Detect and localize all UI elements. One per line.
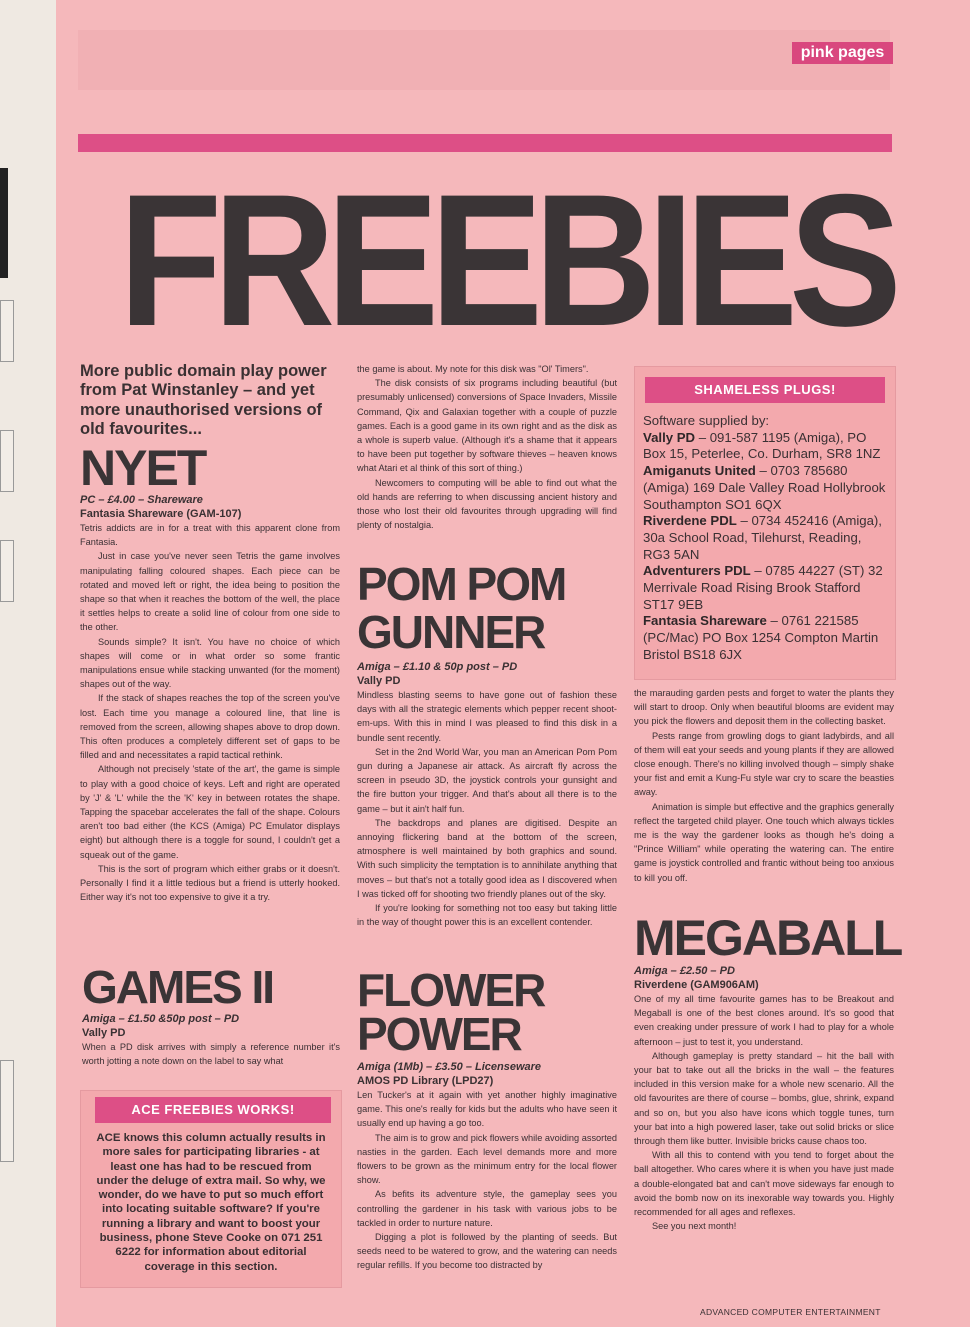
- megaball-headline: MEGABALL: [634, 910, 902, 966]
- paragraph: When a PD disk arrives with simply a reference number it's worth jotting a note down on the label to say what: [82, 1042, 340, 1067]
- paragraph: Although not precisely 'state of the art', the game is simple to play with a good choice of keys. Left and right are operated by 'J' & 'L' while the the 'K' key in between rotates the shape. Tapping the spacebar accelerates the fall of the shape. Colours aren't too bad either (the KCS (Amiga) PC Emulator displays eight) but although there is a toggle for sound, I couldn't get a squeak out of the game.: [80, 764, 340, 860]
- plug-entry: [643, 463, 889, 513]
- nyet-headline: NYET: [80, 440, 206, 496]
- paragraph: Although gameplay is pretty standard – hit the ball with your bat to take out all the bricks in the wall – the features included in this version make for a whole new scenario. All the old favourites are there of course – bombs, glue, shrink, expand and so on, but you also have icons which toggle tunes, turn your bat into a high powered laser, take out solid bricks or slice through them like butter. Invisible bricks cause chaos too.: [634, 1050, 894, 1147]
- faded-header-strip: [78, 30, 890, 90]
- paragraph: The backdrops and planes are digitised. Despite an annoying flickering band at the bottom of the screen, atmosphere is well maintained by both graphics and sound. With such simplicity the temptation is to annihilate anything that moves – but that's not a totally good idea as I discovered when I was ticked off for shooting two friendly planes out of the sky.: [357, 817, 617, 899]
- paragraph: Newcomers to computing will be able to find out what the old hands are referring to when discussing ancient history and those who lost their old favourites through upgrading will find plenty of nostalgia.: [357, 477, 617, 531]
- paragraph: If you're looking for something not too easy but taking little in the way of thought power this is an excellent contender.: [357, 903, 617, 928]
- shameless-plugs-box: [634, 366, 896, 680]
- paragraph: Pests range from growling dogs to giant ladybirds, and all of them will eat your seeds and young plants if they are allowed close enough. There's no killing involved though – simply shake your fist and emit a Kung-Fu style war cry to scare the beasties away.: [634, 730, 894, 798]
- paragraph: Mindless blasting seems to have gone out of fashion these days with all the strategic elements which pepper recent shoot-em-ups. With this in mind I was pleased to find this disk in a bundle sent recently.: [357, 690, 617, 743]
- plug-entry: [643, 430, 889, 463]
- adjacent-page-edge: [0, 0, 58, 1327]
- plug-name: Adventurers PDL: [643, 563, 751, 579]
- adjacent-page-box: [0, 1060, 14, 1162]
- games2-article: [82, 962, 340, 1068]
- flower-continued: [634, 686, 894, 885]
- megaball-article: [634, 910, 902, 1233]
- plug-details: – 091-587 1195 (Amiga), PO Box 15, Peterlee, Co. Durham, SR8 1NZ: [643, 429, 881, 462]
- megaball-meta: Amiga – £2.50 – PD: [634, 965, 735, 977]
- paragraph: This is the sort of program which either grabs or it doesn't. Personally I find it a little tedious but a friend is utterly hooked. Either way it's not too expensive to give it a try.: [80, 863, 340, 903]
- plug-details: – 0703 785680 (Amiga) 169 Dale Valley Road Hollybrook Southampton SO1 6QX: [643, 463, 886, 512]
- plug-entry: [643, 613, 889, 663]
- paragraph: See you next month!: [652, 1221, 737, 1232]
- paragraph: Just in case you've never seen Tetris the game involves manipulating falling coloured shapes. Each piece can be rotated and moved left or right, the idea being to position the shape so that when it reaches the bottom of the well, the place it settles helps to create a solid line of colour from one side to the other.: [80, 551, 340, 633]
- plug-entry: [643, 513, 889, 563]
- ace-box-title: ACE FREEBIES WORKS!: [95, 1097, 331, 1123]
- paragraph: With all this to contend with you tend to forget about the ball altogether. Who cares where it is when you have just made a double-elongated bat and can't move sideways far enough to avoid the bomb now on its inexorable way towards you. Highly recommended for all ages and reflexes.: [634, 1150, 894, 1218]
- nyet-article: [80, 440, 340, 904]
- plug-name: Vally PD: [643, 429, 696, 445]
- plugs-list: [643, 413, 889, 664]
- pompom-source: Vally PD: [357, 675, 401, 687]
- flower-source: AMOS PD Library (LPD27): [357, 1075, 494, 1087]
- paragraph: The disk consists of six programs including beautiful (but presumably unlicensed) conversions of Space Invaders, Missile Command, Qix and Galaxian together with a couple of puzzle games. Each is a good game in its own right and as the disk as a whole is superb value. (Although it's a shame that it appears to have been put together by software thieves – heaven knows what Atari et al think of this sort of thing.): [357, 378, 617, 474]
- megaball-source: Riverdene (GAM906AM): [634, 979, 759, 991]
- page-title: FREEBIES: [118, 155, 893, 365]
- pompom-article: [357, 560, 617, 929]
- plug-entry: [643, 563, 889, 613]
- adjacent-page-bar: [0, 168, 8, 278]
- flower-headline-1: FLOWER: [357, 964, 545, 1016]
- plug-details: – 0734 452416 (Amiga), 30a School Road, Tilehurst, Reading, RG3 5AN: [643, 513, 882, 562]
- paragraph: As befits its adventure style, the gameplay sees you controlling the gardener in his task with various jobs to be tackled in order to nurture nature.: [357, 1189, 617, 1228]
- plug-details: – 0785 44227 (ST) 32 Merrivale Road Rising Brook Stafford ST17 9EB: [643, 563, 883, 612]
- pompom-headline-1: POM POM: [357, 558, 566, 610]
- flower-headline-2: POWER: [357, 1008, 521, 1060]
- plugs-box-title: SHAMELESS PLUGS!: [645, 377, 885, 403]
- footer-publication: ADVANCED COMPUTER ENTERTAINMENT: [700, 1307, 881, 1317]
- plug-name: Amiganuts United: [643, 463, 756, 479]
- plug-name: Fantasia Shareware: [643, 613, 767, 629]
- games2-continued: [357, 362, 617, 532]
- games2-headline: GAMES II: [82, 961, 274, 1013]
- plug-details: – 0761 221585 (PC/Mac) PO Box 1254 Compton Martin Bristol BS18 6JX: [643, 613, 879, 662]
- pompom-meta: Amiga – £1.10 & 50p post – PD: [357, 661, 518, 673]
- games2-source: Vally PD: [82, 1027, 126, 1039]
- paragraph: Sounds simple? It isn't. You have no choice of which shapes will come or in what order so some frantic manipulations ensue while stacking unwanted (for the moment) shapes out of the way.: [80, 636, 340, 690]
- paragraph: Digging a plot is followed by the planting of seeds. But seeds need to be watered to grow, and the watering can needs regular refills. If you become too distracted by: [357, 1232, 617, 1271]
- paragraph: Tetris addicts are in for a treat with this apparent clone from Fantasia.: [80, 523, 340, 548]
- ace-freebies-box: [80, 1090, 342, 1288]
- nyet-source: Fantasia Shareware (GAM-107): [80, 508, 242, 520]
- paragraph: Set in the 2nd World War, you man an American Pom Pom gun during a Japanese air attack. As aircraft fly across the screen in pseudo 3D, the joystick controls your gunsight and the fire button your trigger. And that's about all there is to the game – but it ain't half fun.: [357, 746, 617, 814]
- plugs-intro: Software supplied by:: [643, 413, 770, 428]
- nyet-meta: PC – £4.00 – Shareware: [80, 494, 203, 506]
- paragraph: Animation is simple but effective and the graphics generally reflect the targeted child player. One touch which always tickles me is the way the gardener looks as though he's doing a "Prince William" while operating the watering can. The entire game is joystick controlled and frantic without being too anxious to kill you off.: [634, 801, 894, 883]
- title-rule: [78, 134, 892, 152]
- pompom-headline-2: GUNNER: [357, 606, 545, 658]
- paragraph: If the stack of shapes reaches the top of the screen you've lost. Each time you manage a coloured line, that line is removed from the screen, allowing shapes above to drop down. This often produces a completely different set of gaps to be filled and and necessitates a rapid tactical rethink.: [80, 693, 340, 761]
- paragraph: the game is about. My note for this disk was "Ol' Timers".: [357, 364, 589, 374]
- paragraph: One of my all time favourite games has to be Breakout and Megaball is one of the best clones around. It's so good that even creaking under pressure of work I had to play for a whole afternoon – just to test it, you understand.: [634, 994, 894, 1047]
- adjacent-page-box: [0, 430, 14, 492]
- plug-name: Riverdene PDL: [643, 513, 737, 529]
- flower-meta: Amiga (1Mb) – £3.50 – Licenseware: [357, 1061, 542, 1073]
- games2-meta: Amiga – £1.50 &50p post – PD: [82, 1013, 240, 1025]
- paragraph: the marauding garden pests and forget to water the plants they will start to droop. Only when beautiful blooms are evident may you pick the flowers and deposit them in the collecting basket.: [634, 688, 894, 727]
- intro-standfirst: More public domain play power from Pat Winstanley – and yet more unauthorised versions of old favourites...: [80, 362, 327, 439]
- adjacent-page-box: [0, 300, 14, 362]
- paragraph: The aim is to grow and pick flowers while avoiding assorted nasties in the garden. Each level demands more and more flowers to be grown as the minimum entry for the local flower show.: [357, 1132, 617, 1186]
- flower-article: [357, 964, 617, 1273]
- ace-box-text: ACE knows this column actually results in more sales for participating libraries - at least one has had to be rescued from under the deluge of extra mail. So why, we wonder, do we have to put so much effort into locating suitable software? If you're running a library and want to boost your business, phone Steve Cooke on 071 251 6222 for information about editorial coverage in this section.: [96, 1132, 326, 1273]
- section-badge: pink pages: [792, 42, 893, 64]
- paragraph: Len Tucker's at it again with yet another highly imaginative game. This one's really for kids but the adults who have seen it usually end up having a go too.: [357, 1090, 617, 1129]
- adjacent-page-box: [0, 540, 14, 602]
